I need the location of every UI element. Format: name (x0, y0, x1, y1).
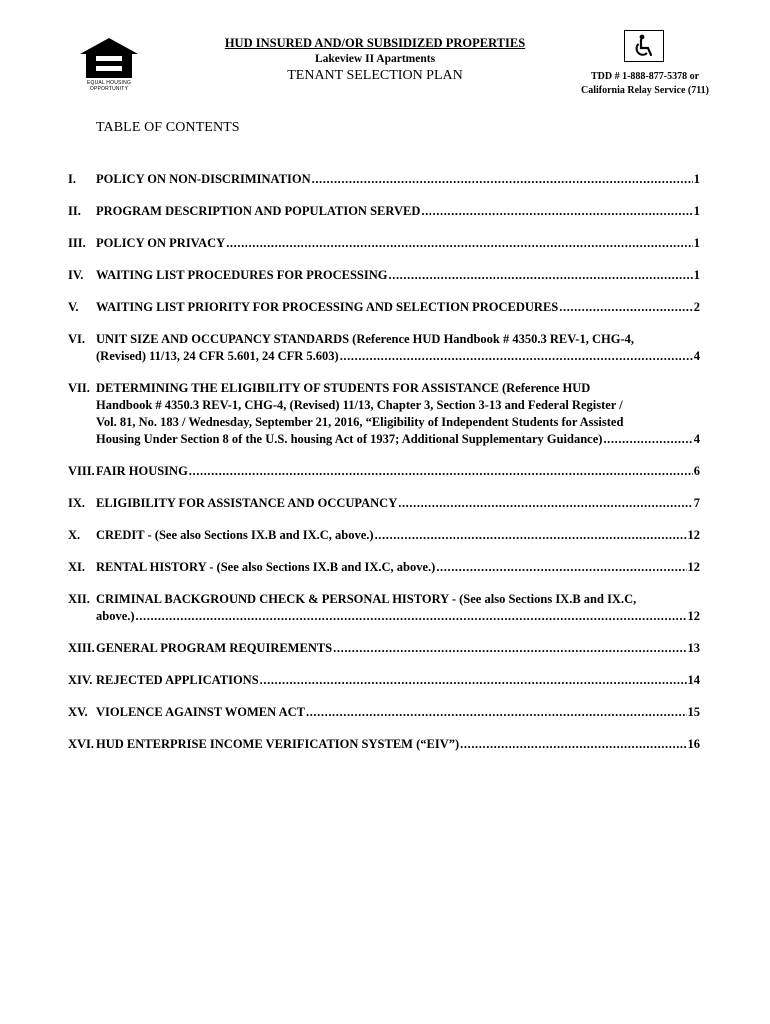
toc-leader-dots (306, 704, 687, 721)
toc-entry-number: III. (68, 236, 86, 250)
toc-leader-dots (340, 348, 693, 365)
toc-entry-title: Housing Under Section 8 of the U.S. housing Act of 1937; Additional Supplementary Guidance) (96, 432, 603, 446)
toc-entry (68, 495, 700, 512)
toc-leader-dots (460, 736, 686, 753)
toc-page-number: 12 (687, 528, 700, 542)
toc-page-number: 1 (693, 268, 700, 282)
toc-entry-title: above.) (96, 609, 135, 623)
toc-entry (68, 463, 700, 480)
toc-page-number: 6 (693, 464, 700, 478)
toc-entry (68, 672, 700, 689)
toc-page-number: 1 (693, 172, 700, 186)
toc-leader-dots (436, 559, 686, 576)
header-line-1: HUD INSURED AND/OR SUBSIDIZED PROPERTIES (224, 36, 526, 50)
toc-entry-title: PROGRAM DESCRIPTION AND POPULATION SERVED (96, 204, 421, 218)
toc-page-number: 12 (687, 609, 700, 623)
table-of-contents (68, 171, 700, 768)
equal-housing-logo (78, 36, 140, 92)
tdd-number: TDD # 1-888-877-5378 or (590, 71, 700, 82)
toc-entry-title: GENERAL PROGRAM REQUIREMENTS (96, 641, 333, 655)
toc-entry-title: DETERMINING THE ELIGIBILITY OF STUDENTS FOR ASSISTANCE (Reference HUD (96, 381, 591, 395)
toc-page-number: 15 (687, 705, 700, 719)
toc-entry (68, 704, 700, 721)
toc-entry-title: CREDIT - (See also Sections IX.B and IX.C, above.) (96, 528, 374, 542)
toc-entry-title: FAIR HOUSING (96, 464, 188, 478)
toc-entry-number: XV. (68, 705, 88, 719)
toc-leader-dots (312, 171, 693, 188)
toc-entry-title: CRIMINAL BACKGROUND CHECK & PERSONAL HISTORY - (See also Sections IX.B and IX.C, (96, 592, 637, 606)
toc-entry-number: XVI. (68, 737, 95, 751)
toc-entry-number: XII. (68, 592, 90, 606)
toc-page-number: 4 (693, 432, 700, 446)
toc-entry-title: POLICY ON NON-DISCRIMINATION (96, 172, 311, 186)
tdd-contact (560, 70, 730, 98)
toc-entry-title: VIOLENCE AGAINST WOMEN ACT (96, 705, 305, 719)
document-title: TENANT SELECTION PLAN (287, 68, 463, 83)
toc-leader-dots (333, 640, 686, 657)
toc-heading: TABLE OF CONTENTS (96, 120, 240, 135)
toc-page-number: 7 (693, 496, 700, 510)
toc-entry-title: UNIT SIZE AND OCCUPANCY STANDARDS (Reference HUD Handbook # 4350.3 REV-1, CHG-4, (96, 332, 634, 346)
toc-entry-number: V. (68, 300, 79, 314)
toc-entry-title: WAITING LIST PRIORITY FOR PROCESSING AND SELECTION PROCEDURES (96, 300, 559, 314)
toc-entry-number: XIII. (68, 641, 95, 655)
equal-housing-text-1: EQUAL HOUSING (86, 80, 132, 86)
toc-entry-number: VII. (68, 381, 90, 395)
toc-leader-dots (603, 431, 692, 448)
toc-entry (68, 203, 700, 220)
toc-entry (68, 527, 700, 544)
toc-entry (68, 559, 700, 576)
toc-entry (68, 736, 700, 753)
toc-entry-title: ELIGIBILITY FOR ASSISTANCE AND OCCUPANCY (96, 496, 398, 510)
toc-entry-title: Vol. 81, No. 183 / Wednesday, September 21, 2016, “Eligibility of Independent Students for Assisted (96, 415, 624, 429)
toc-page-number: 16 (687, 737, 700, 751)
toc-entry-number: II. (68, 204, 81, 218)
toc-entry-title: POLICY ON PRIVACY (96, 236, 226, 250)
document-header (190, 36, 560, 85)
toc-leader-dots (559, 299, 693, 316)
toc-page-number: 4 (693, 349, 700, 363)
toc-entry-title: RENTAL HISTORY - (See also Sections IX.B and IX.C, above.) (96, 560, 436, 574)
toc-entry (68, 640, 700, 657)
toc-entry (68, 267, 700, 284)
toc-page-number: 12 (687, 560, 700, 574)
toc-entry-title: REJECTED APPLICATIONS (96, 673, 259, 687)
toc-page-number: 1 (693, 236, 700, 250)
wheelchair-accessible-icon (624, 30, 664, 62)
toc-entry (68, 171, 700, 188)
toc-entry-title: WAITING LIST PROCEDURES FOR PROCESSING (96, 268, 388, 282)
toc-entry-number: IX. (68, 496, 86, 510)
toc-leader-dots (389, 267, 693, 284)
toc-leader-dots (189, 463, 693, 480)
toc-entry-title: Handbook # 4350.3 REV-1, CHG-4, (Revised) 11/13, Chapter 3, Section 3-13 and Federal Register / (96, 398, 623, 412)
toc-entry-number: VI. (68, 332, 86, 346)
toc-page-number: 1 (693, 204, 700, 218)
toc-entry (68, 591, 700, 625)
property-name: Lakeview II Apartments (314, 53, 436, 65)
toc-page-number: 2 (693, 300, 700, 314)
toc-entry-number: XI. (68, 560, 86, 574)
toc-entry (68, 299, 700, 316)
toc-leader-dots (260, 672, 687, 689)
toc-entry (68, 380, 700, 448)
toc-entry-number: I. (68, 172, 76, 186)
toc-entry-number: X. (68, 528, 81, 542)
toc-entry-number: VIII. (68, 464, 95, 478)
toc-leader-dots (398, 495, 693, 512)
toc-entry-number: IV. (68, 268, 84, 282)
equal-housing-text-2: OPPORTUNITY (89, 86, 129, 92)
relay-service: California Relay Service (711) (580, 85, 710, 96)
toc-page-number: 13 (687, 641, 700, 655)
toc-entry-title: HUD ENTERPRISE INCOME VERIFICATION SYSTEM (“EIV”) (96, 737, 460, 751)
toc-entry-number: XIV. (68, 673, 93, 687)
toc-leader-dots (226, 235, 693, 252)
equal-housing-house-icon (78, 36, 140, 80)
toc-entry (68, 331, 700, 365)
toc-entry (68, 235, 700, 252)
toc-page-number: 14 (687, 673, 700, 687)
toc-leader-dots (136, 608, 687, 625)
toc-leader-dots (375, 527, 687, 544)
toc-entry-title: (Revised) 11/13, 24 CFR 5.601, 24 CFR 5.603) (96, 349, 339, 363)
toc-leader-dots (421, 203, 692, 220)
